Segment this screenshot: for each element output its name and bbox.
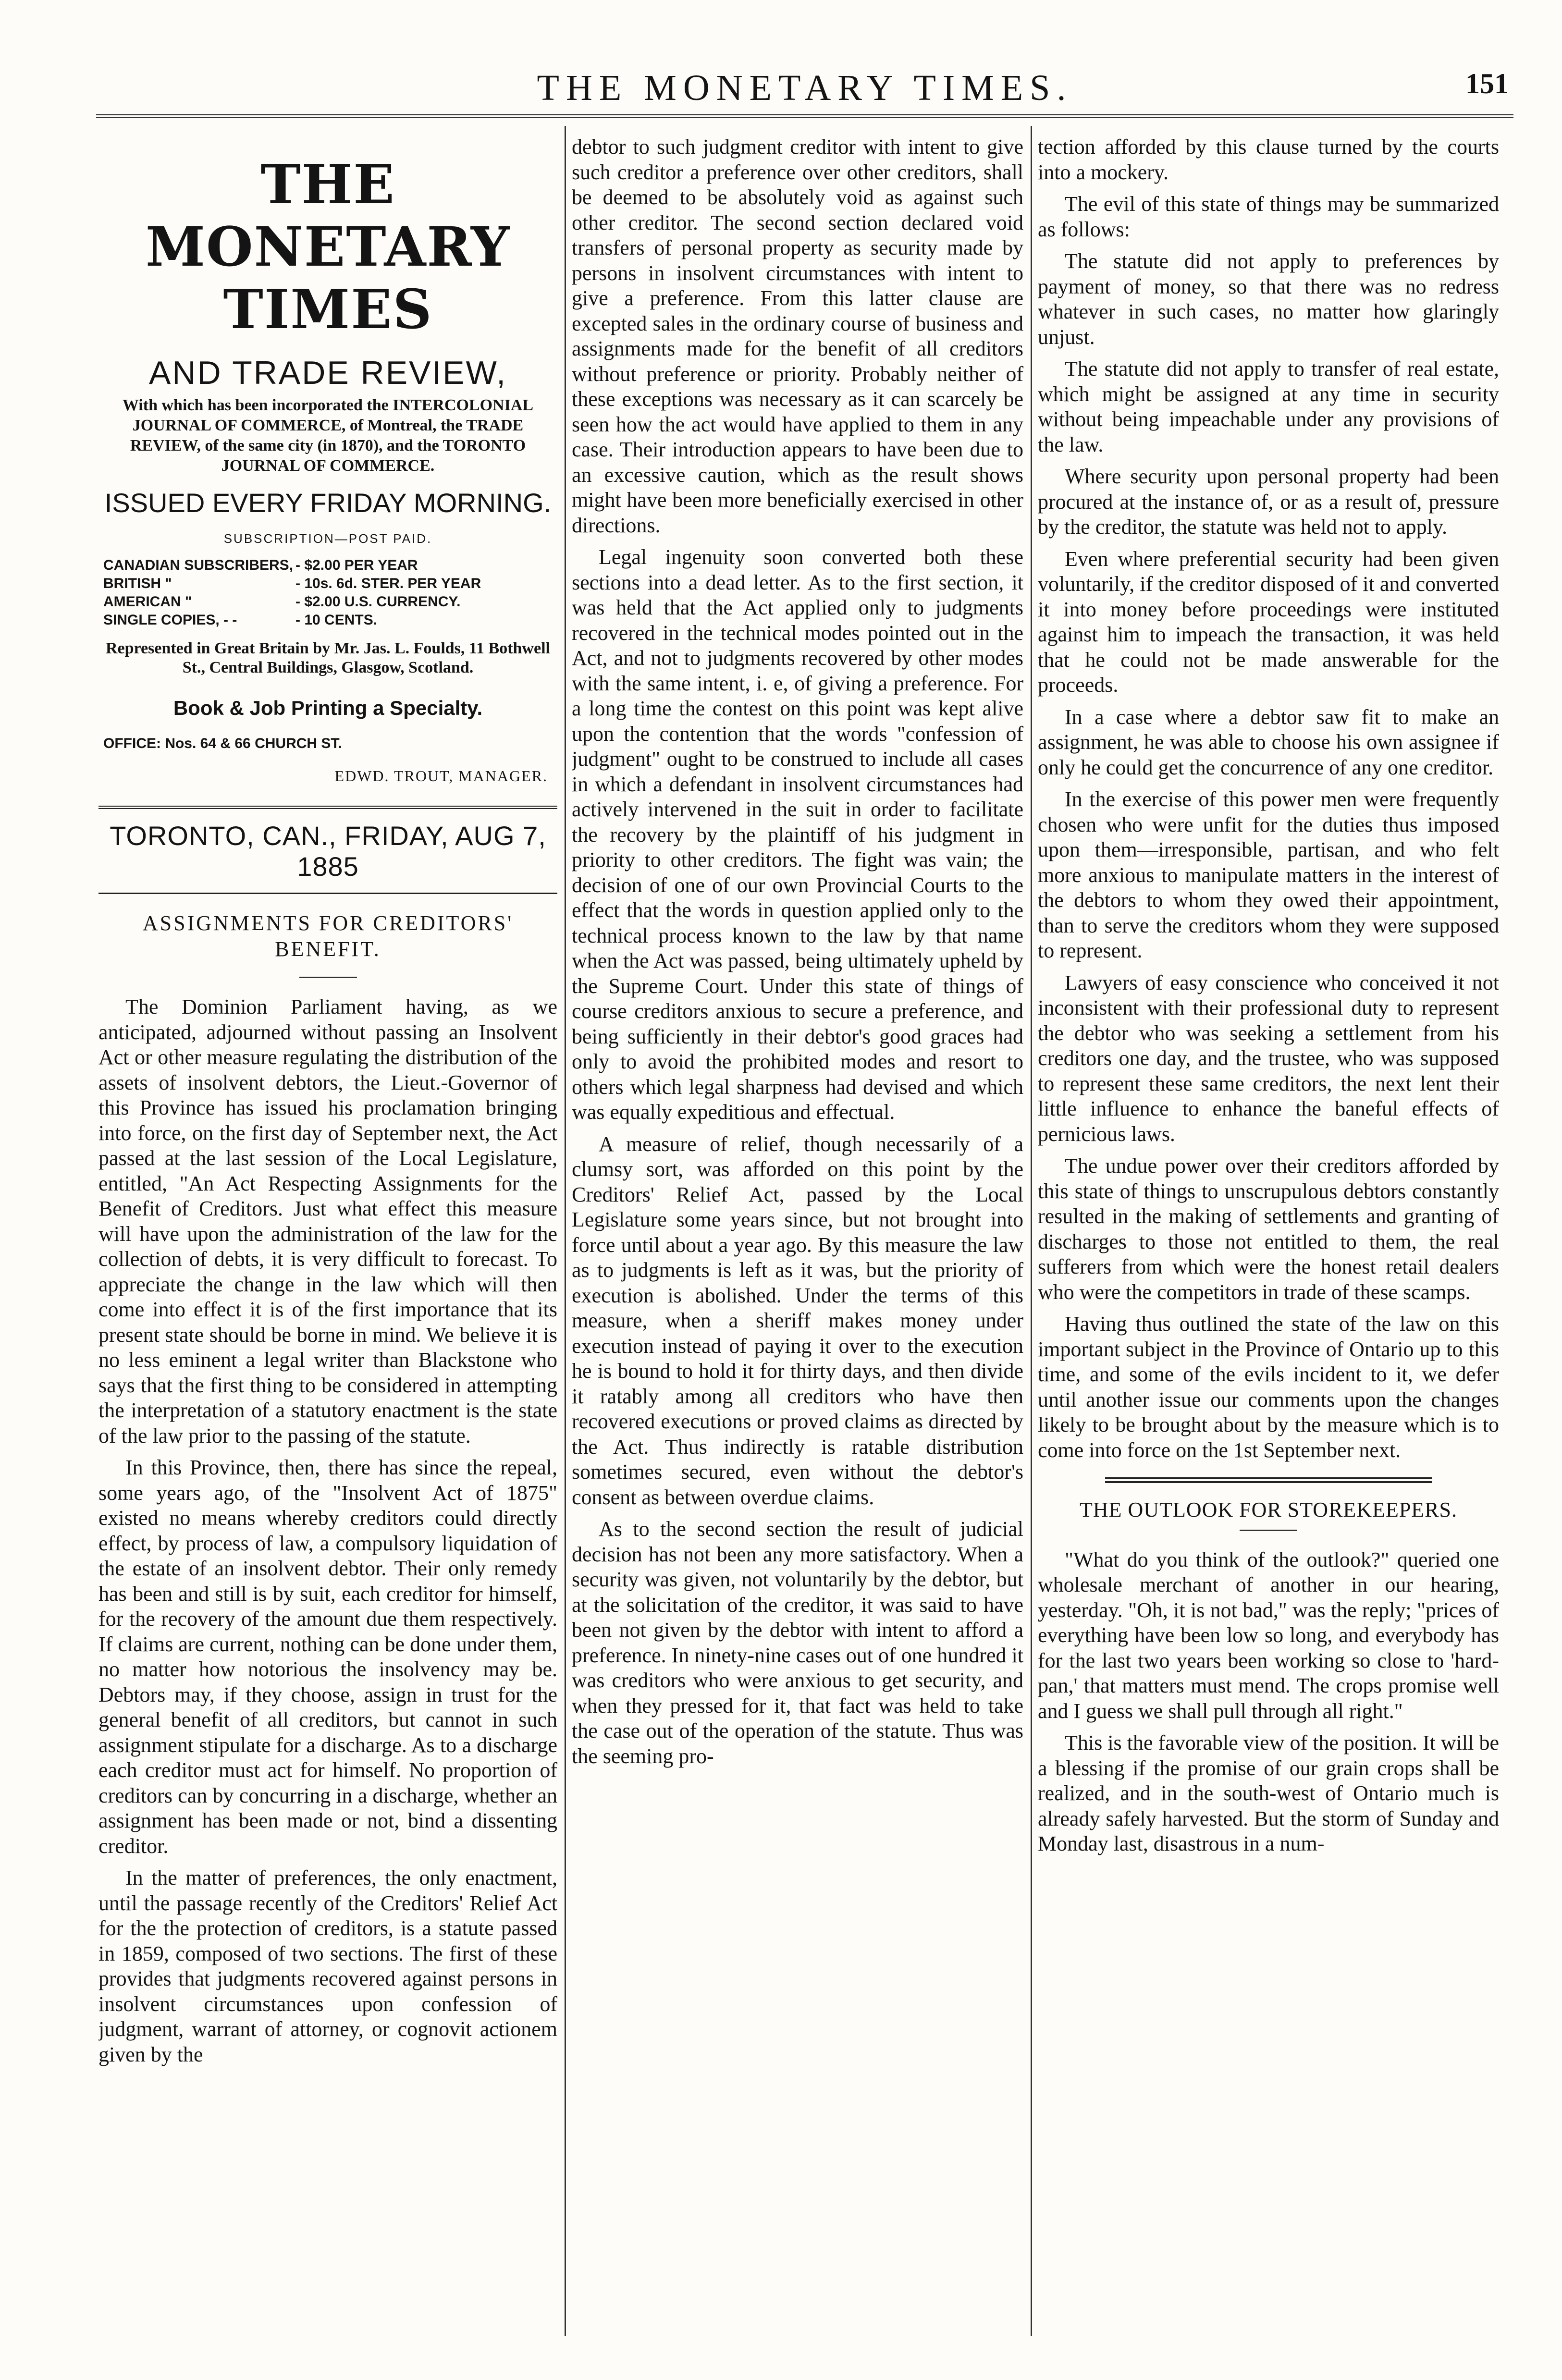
paragraph: tection afforded by this clause turned by the courts into a mockery. — [1038, 135, 1499, 184]
paragraph: In the exercise of this power men were frequently chosen who were unfit for the duties thus imposed upon them—irresponsible, partisan, and who felt more anxious to manipulate matters in the interest of the debtors to whom they owed their appointment, than to serve the creditors whom they were supposed to represent. — [1038, 787, 1499, 962]
paragraph: The undue power over their creditors afforded by this state of things to unscrupulous debtors constantly resulted in the making of settlements and granting of discharges to those not entitled to them, the real sufferers from which were the honest retail dealers who were the competitors in trade of these scamps. — [1038, 1154, 1499, 1304]
rate-row — [103, 593, 557, 611]
paragraph: As to the second section the result of judicial decision has not been any more satisfactory. When a security was given, not voluntarily by the debtor, but at the solicitation of the creditor, it was said to have been not given by the debtor with intent to afford a preference. In ninety-nine cases out of one hundred it was creditors who were anxious to get security, and when they pressed for it, that fact was held to take the case out of the operation of the statute. Thus was the seeming pro- — [572, 1517, 1023, 1768]
subscription-rates — [98, 556, 557, 629]
rate-row — [103, 611, 557, 629]
paragraph: Even where preferential security had been given voluntarily, if the creditor disposed of it and converted it into money before proceedings were instituted against him to impeach the transaction, it was held that he could not be made answerable for the proceeds. — [1038, 547, 1499, 697]
column-1 — [98, 135, 557, 2074]
paragraph: Lawyers of easy conscience who conceived it not inconsistent with their professional duty to represent the debtor who was seeking a settlement from his creditors one day, and the trustee, who was supposed to represent these same creditors, the next lent their little influence to enhance the baneful effects of pernicious laws. — [1038, 970, 1499, 1146]
rate-value: - 10s. 6d. STER. PER YEAR — [295, 575, 481, 591]
book-printing-notice: Book & Job Printing a Specialty. — [173, 696, 483, 719]
office-address: OFFICE: Nos. 64 & 66 CHURCH ST. — [103, 736, 342, 751]
paragraph: The evil of this state of things may be summarized as follows: — [1038, 192, 1499, 241]
rate-label: CANADIAN SUBSCRIBERS, — [103, 557, 294, 573]
paragraph: The Dominion Parliament having, as we anticipated, adjourned without passing an Insolvent Act or other measure regulating the distribution of the assets of insolvent debtors, the Lieut.-Governor of this Province has issued his proclamation bringing into force, on the first day of September next, the Act passed at the last session of the Local Legislature, entitled, "An Act Respecting Assignments for the Benefit of Creditors. Just what effect this measure will have upon the administration of the law for the collection of debts, it is very difficult to forecast. To appreciate the change in the law which will then come into effect it is of the first importance that its present state should be borne in mind. We believe it is no less eminent a legal writer than Blackstone who says that the first thing to be considered in attempting the interpretation of a statutory enactment is the state of the law prior to the passing of the statute. — [98, 995, 557, 1448]
article-title: ASSIGNMENTS FOR CREDITORS' BENEFIT. — [142, 911, 514, 961]
column-rule-2 — [1031, 126, 1032, 2336]
subscription-heading: SUBSCRIPTION—POST PAID. — [223, 531, 432, 546]
dateline: TORONTO, CAN., FRIDAY, AUG 7, 1885 — [110, 821, 546, 882]
paragraph: This is the favorable view of the position. It will be a blessing if the promise of our grain crops shall be realized, and in the south-west of Ontario much is already safely harvested. But the storm of Sunday and Monday last, disastrous in a num- — [1038, 1731, 1499, 1855]
rate-value: - 10 CENTS. — [295, 612, 378, 628]
rate-row — [103, 575, 557, 593]
paragraph: Where security upon personal property had been procured at the instance of, or as a result of, pressure by the creditor, the statute was held not to apply. — [1038, 465, 1499, 539]
running-head-title: THE MONETARY TIMES. — [537, 68, 1073, 108]
rate-label: BRITISH " — [103, 575, 172, 591]
rate-label: SINGLE COPIES, - - — [103, 612, 237, 628]
masthead-name: THE MONETARY TIMES — [146, 153, 510, 341]
title-dash — [299, 977, 357, 978]
column-rule-1 — [565, 126, 566, 2336]
rate-row — [103, 556, 557, 575]
masthead-subtitle: AND TRADE REVIEW, — [149, 355, 507, 391]
column-3 — [1038, 135, 1499, 1864]
paragraph: The statute did not apply to transfer of real estate, which might be assigned at any time in security without being impeachable under any provisions of the law. — [1038, 357, 1499, 456]
section-ornament-rule — [1105, 1477, 1432, 1483]
paragraph: "What do you think of the outlook?" queried one wholesale merchant of another in our hearing, yesterday. "Oh, it is not bad," was the reply; "prices of everything have been low so long, and everybody has for the last two years been working so close to 'hard-pan,' that matters must mend. The crops promise well and I guess we shall pull through all right." — [1038, 1547, 1499, 1723]
rate-value: - $2.00 U.S. CURRENCY. — [295, 593, 461, 610]
paragraph: In a case where a debtor saw fit to make an assignment, he was able to choose his own assignee if only he could get the concurrence of any one creditor. — [1038, 705, 1499, 779]
masthead-issued: ISSUED EVERY FRIDAY MORNING. — [104, 487, 552, 518]
rate-value: - $2.00 PER YEAR — [295, 557, 418, 573]
paragraph: Having thus outlined the state of the law on this important subject in the Province of Ontario up to this time, and some of the evils incident to it, we defer until another issue our comments upon the changes likely to be brought about by the measure which is to come into force on the 1st September next. — [1038, 1312, 1499, 1462]
dateline-rule — [98, 893, 557, 894]
masthead-rule — [98, 806, 557, 809]
paragraph: A measure of relief, though necessarily of a clumsy sort, was afforded on this point by the Creditors' Relief Act, passed by the Local Legislature some years since, but not brought into force until about a year ago. By this measure the law as to judgments is left as it was, but the priority of execution is abolished. Under the terms of this measure, when a sheriff makes money under execution instead of paying it over to the execution he is bound to hold it for thirty days, and then divide it ratably among all creditors who have then recovered executions or proved claims as directed by the Act. Thus indirectly is ratable distribution sometimes secured, even without the debtor's consent as between overdue claims. — [572, 1132, 1023, 1509]
running-head — [96, 67, 1513, 110]
paragraph: Legal ingenuity soon converted both these sections into a dead letter. As to the first section, it was held that the Act applied only to judgments recovered in the technical modes pointed out in the Act, and not to judgments recovered by other modes with the same intent, i. e, of giving a preference. For a long time the contest on this point was kept alive upon the contention that the words "confession of judgment" ought to be construed to include all cases in which a defendant in insolvent circumstances had actively intervened in the suit in order to facilitate the recovery by the plaintiff of his judgment in priority to other creditors. The fight was vain; the decision of one of our own Provincial Courts to the effect that the words in question applied only to the technical process known to the law by that name when the Act was passed, being ultimately upheld by the Supreme Court. Under this state of things of course creditors anxious to secure a preference, and being sufficiently in their debtor's good graces had only to avoid the prohibited modes and resort to others which legal sharpness had devised and which was equally expeditious and effectual. — [572, 545, 1023, 1124]
paragraph: In this Province, then, there has since the repeal, some years ago, of the "Insolvent Act of 1875" existed no means whereby creditors could directly effect, by process of law, a compulsory liquidation of the estate of an insolvent debtor. Their only remedy has been and still is by suit, each creditor for himself, for the recovery of the amount due them respectively. If claims are current, nothing can be done under them, no matter how notorious the insolvency may be. Debtors may, if they choose, assign in trust for the general benefit of all creditors, but cannot in such assignment stipulate for a discharge. As to a discharge each creditor must act for himself. No proportion of creditors can by concurring in a discharge, whether an assignment has been made or not, bind a dissenting creditor. — [98, 1456, 557, 1858]
header-rule — [96, 114, 1513, 118]
title-dash — [1240, 1530, 1297, 1531]
representative-note: Represented in Great Britain by Mr. Jas. L. Foulds, 11 Bothwell St., Central Buildings, Glasgow, Scotland. — [106, 639, 550, 676]
page-number: 151 — [1465, 68, 1509, 99]
manager-name: EDWD. TROUT, MANAGER. — [334, 767, 548, 785]
paragraph: debtor to such judgment creditor with intent to give such creditor a preference over other creditors, shall be deemed to be absolutely void as against such other creditor. The second section declared void transfers of personal property as security made by persons in insolvent circumstances with intent to give a preference. From this latter clause are excepted sales in the ordinary course of business and assignments made for the benefit of all creditors without preference or priority. Probably neither of these exceptions was necessary as it can scarcely be seen how the act would have applied to them in any case. Their introduction appears to have been due to an excessive caution, which as the result shows might have been more beneficially exercised in other directions. — [572, 135, 1023, 537]
column-2 — [572, 135, 1023, 1776]
paragraph: In the matter of preferences, the only enactment, until the passage recently of the Creditors' Relief Act for the the protection of creditors, is a statute passed in 1859, composed of two sections. The first of these provides that judgments recovered against persons in insolvent circumstances upon confession of judgment, warrant of attorney, or cognovit actionem given by the — [98, 1866, 557, 2066]
article-title: THE OUTLOOK FOR STOREKEEPERS. — [1079, 1498, 1457, 1521]
rate-label: AMERICAN " — [103, 593, 192, 610]
masthead-incorporation-note: With which has been incorporated the INTERCOLONIAL JOURNAL OF COMMERCE, of Montreal, the TRADE REVIEW, of the same city (in 1870), and the TORONTO JOURNAL OF COMMERCE. — [122, 396, 534, 475]
paragraph: The statute did not apply to preferences by payment of money, so that there was no redress whatever in such cases, no matter how glaringly unjust. — [1038, 249, 1499, 349]
